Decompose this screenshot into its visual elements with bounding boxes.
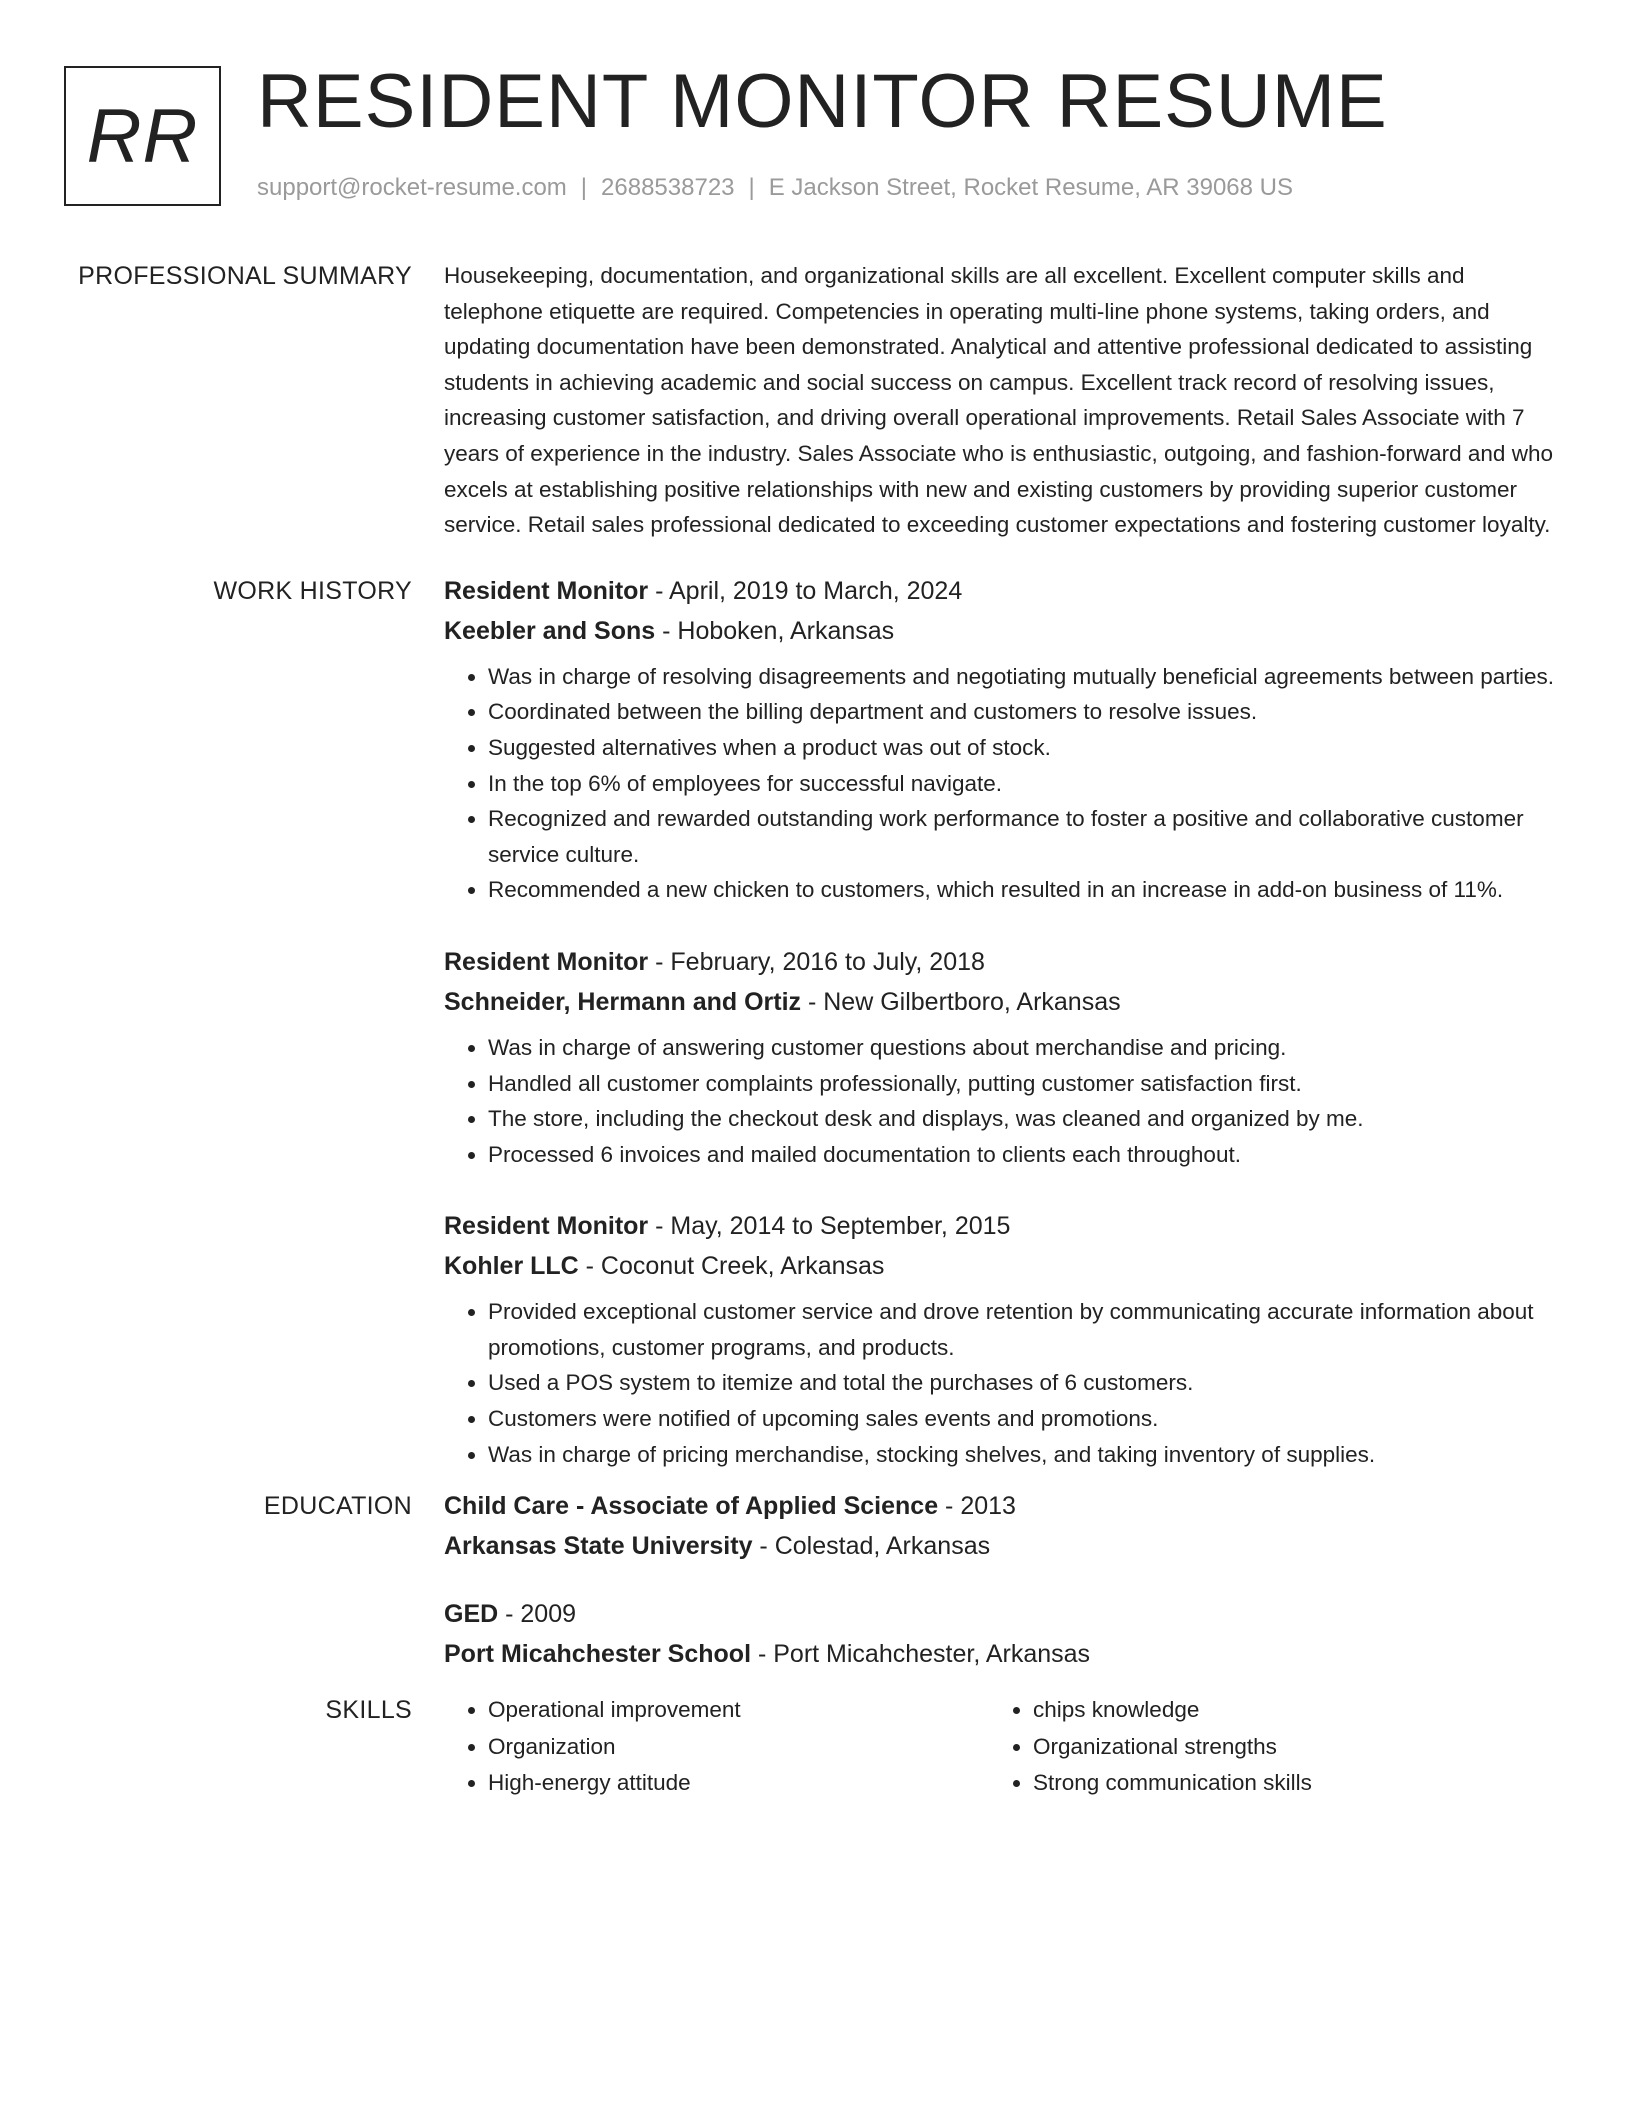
section-work-history (0, 573, 1632, 1473)
contact-phone: 2688538723 (601, 174, 735, 201)
school-location: - Port Micahchester, Arkansas (751, 1640, 1091, 1669)
section-professional-summary (0, 258, 1632, 543)
contact-separator: | (748, 174, 755, 201)
job-bullets (444, 659, 1556, 908)
job-bullet: • Coordinated between the billing department and customers to resolve issues. (488, 694, 1556, 730)
section-content (444, 1488, 1556, 1672)
job-title: Resident Monitor (444, 1212, 649, 1241)
job-location: - Coconut Creek, Arkansas (578, 1252, 885, 1281)
section-education (0, 1488, 1632, 1672)
job-company-line (444, 984, 1556, 1020)
degree: Child Care - Associate of Applied Science (444, 1492, 939, 1521)
job-bullet: • Was in charge of pricing merchandise, stocking shelves, and taking inventory of supplies. (488, 1437, 1556, 1473)
section-skills (0, 1692, 1632, 1802)
skill-item: • Organization (488, 1729, 1033, 1766)
contact-separator: | (580, 174, 588, 201)
job-bullet: • Processed 6 invoices and mailed documentation to clients each throughout. (488, 1137, 1556, 1173)
skill-item: • Strong communication skills (1033, 1765, 1578, 1802)
section-content (444, 258, 1556, 543)
section-label: EDUCATION (263, 1492, 412, 1521)
job-bullet: • Used a POS system to itemize and total the purchases of 6 customers. (488, 1365, 1556, 1401)
job-company-line (444, 613, 1556, 649)
degree-line (444, 1488, 1556, 1524)
job-bullets (444, 1294, 1556, 1472)
job-bullet: • Recognized and rewarded outstanding work performance to foster a positive and collaborative customer service culture. (488, 801, 1556, 872)
job-location: - New Gilbertboro, Arkansas (801, 987, 1121, 1016)
section-label: SKILLS (325, 1696, 412, 1725)
job-title-line (444, 573, 1556, 609)
resume-title: RESIDENT MONITOR RESUME (257, 59, 1388, 144)
job-title-line (444, 1208, 1556, 1244)
school-line (444, 1636, 1556, 1672)
job-bullet: • Handled all customer complaints professionally, putting customer satisfaction first. (488, 1066, 1556, 1102)
skill-item: • chips knowledge (1033, 1692, 1578, 1729)
job-title-line (444, 944, 1556, 980)
education-entry (444, 1488, 1556, 1564)
skill-item: • High-energy attitude (488, 1765, 1033, 1802)
section-label: PROFESSIONAL SUMMARY (78, 262, 412, 290)
job-bullet: • Provided exceptional customer service and drove retention by communicating accurate information about promotions, customer programs, and products. (488, 1294, 1556, 1365)
contact-line (257, 174, 1293, 202)
skill-item: • Organizational strengths (1033, 1729, 1578, 1766)
section-content (444, 573, 1556, 1473)
section-label: WORK HISTORY (213, 576, 412, 605)
job-title: Resident Monitor (444, 576, 649, 605)
contact-address: E Jackson Street, Rocket Resume, AR 39068 US (768, 174, 1293, 201)
monogram-logo: RR (64, 66, 221, 206)
summary-text: Housekeeping, documentation, and organizational skills are all excellent. Excellent computer skills and telephone etiquette are required. Competencies in operating multi-line phone systems, taking orders, and updating documentation have been demonstrated. Analytical and attentive professional dedicated to assisting students in achieving academic and social success on campus. Excellent track record of resolving issues, increasing customer satisfaction, and driving overall operational improvements. Retail Sales Associate with 7 years of experience in the industry. Sales Associate who is enthusiastic, outgoing, and fashion-forward and who excels at establishing positive relationships with new and existing customers by providing superior customer service. Retail sales professional dedicated to exceeding customer expectations and fostering customer loyalty. (444, 263, 1553, 538)
job-entry (444, 1208, 1556, 1472)
graduation-year: - 2009 (498, 1600, 577, 1629)
job-bullet: • Recommended a new chicken to customers, which resulted in an increase in add-on business of 11%. (488, 872, 1556, 908)
degree: GED (444, 1600, 499, 1629)
school-line (444, 1528, 1556, 1564)
education-entry (444, 1596, 1556, 1672)
job-bullet: • In the top 6% of employees for successful navigate. (488, 766, 1556, 802)
job-company: Schneider, Hermann and Ortiz (444, 987, 802, 1016)
job-company: Kohler LLC (444, 1252, 579, 1281)
job-location: - Hoboken, Arkansas (655, 616, 895, 645)
job-bullets (444, 1030, 1556, 1172)
school: Port Micahchester School (444, 1640, 752, 1669)
graduation-year: - 2013 (938, 1492, 1016, 1521)
job-bullet: • Customers were notified of upcoming sales events and promotions. (488, 1401, 1556, 1437)
job-bullet: • The store, including the checkout desk and displays, was cleaned and organized by me. (488, 1101, 1556, 1137)
degree-line (444, 1596, 1556, 1632)
resume-body (0, 258, 1632, 1802)
school: Arkansas State University (444, 1532, 753, 1561)
section-content (444, 1692, 1556, 1802)
job-dates: - May, 2014 to September, 2015 (648, 1212, 1011, 1241)
job-bullet: • Was in charge of resolving disagreements and negotiating mutually beneficial agreements between parties. (488, 659, 1556, 695)
job-bullet: • Suggested alternatives when a product was out of stock. (488, 730, 1556, 766)
job-entry (444, 573, 1556, 908)
job-dates: - February, 2016 to July, 2018 (648, 947, 985, 976)
job-entry (444, 944, 1556, 1172)
job-company-line (444, 1248, 1556, 1284)
job-dates: - April, 2019 to March, 2024 (648, 576, 963, 605)
school-location: - Colestad, Arkansas (752, 1532, 991, 1561)
contact-email: support@rocket-resume.com (257, 174, 567, 201)
skill-item: • Operational improvement (488, 1692, 1033, 1729)
job-title: Resident Monitor (444, 947, 649, 976)
job-bullet: • Was in charge of answering customer questions about merchandise and pricing. (488, 1030, 1556, 1066)
skills-list (444, 1692, 1556, 1802)
job-company: Keebler and Sons (444, 616, 656, 645)
